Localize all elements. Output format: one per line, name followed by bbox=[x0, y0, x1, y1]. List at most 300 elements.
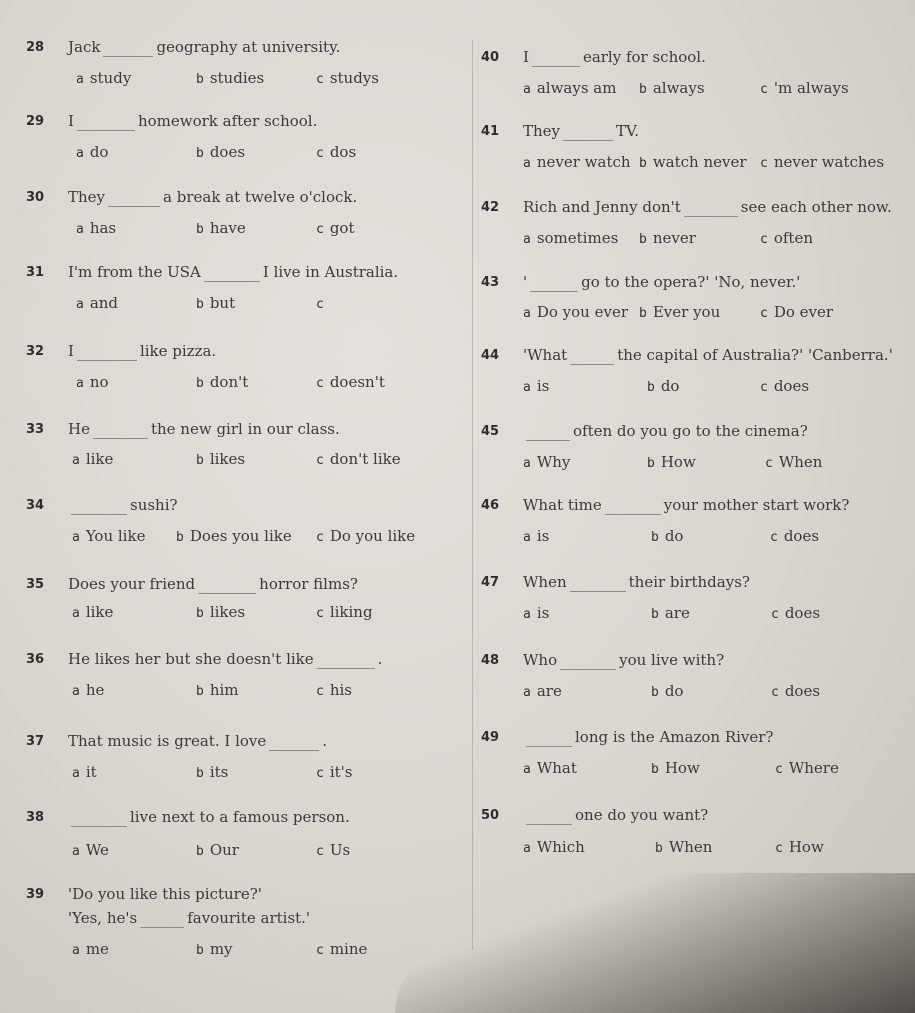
option-letter: b bbox=[651, 762, 659, 777]
option-c[interactable] bbox=[765, 453, 822, 471]
option-letter: a bbox=[523, 156, 531, 171]
stem-after: . bbox=[377, 650, 383, 668]
option-c[interactable] bbox=[316, 841, 350, 859]
option-letter: b bbox=[196, 606, 204, 621]
stem-after: a break at twelve o'clock. bbox=[163, 188, 358, 206]
answer-blank[interactable] bbox=[77, 342, 137, 361]
stem-before: What time bbox=[523, 496, 602, 514]
option-b[interactable] bbox=[196, 940, 233, 958]
question-number: 29 bbox=[26, 114, 45, 129]
option-letter: b bbox=[651, 685, 659, 700]
option-letter: c bbox=[316, 146, 324, 161]
option-letter: b bbox=[196, 684, 204, 699]
option-text: my bbox=[209, 940, 233, 958]
option-text: does bbox=[784, 682, 821, 700]
option-text: When bbox=[668, 838, 713, 856]
question-stem bbox=[68, 188, 357, 207]
option-text: never watches bbox=[773, 153, 885, 171]
option-text: do bbox=[664, 527, 684, 545]
option-text: does bbox=[784, 604, 821, 622]
question-number: 43 bbox=[481, 275, 500, 290]
question-stem bbox=[523, 651, 724, 670]
option-a[interactable] bbox=[76, 373, 109, 391]
option-text: like bbox=[85, 603, 114, 621]
option-b[interactable] bbox=[651, 682, 683, 700]
answer-blank[interactable] bbox=[71, 496, 127, 515]
option-letter: b bbox=[639, 156, 647, 171]
answer-blank[interactable] bbox=[570, 346, 614, 365]
answer-blank[interactable] bbox=[560, 651, 616, 670]
option-text: him bbox=[209, 681, 239, 699]
option-c[interactable] bbox=[316, 219, 355, 237]
option-letter: b bbox=[196, 844, 204, 859]
option-letter: c bbox=[760, 156, 768, 171]
stem-after: TV. bbox=[616, 122, 640, 140]
option-a[interactable] bbox=[523, 303, 628, 321]
question-stem bbox=[523, 198, 892, 217]
option-b[interactable] bbox=[639, 153, 747, 171]
option-c[interactable] bbox=[775, 838, 824, 856]
option-a[interactable] bbox=[523, 153, 631, 171]
option-text: is bbox=[536, 377, 550, 395]
option-text: like bbox=[85, 450, 114, 468]
option-b[interactable] bbox=[651, 527, 683, 545]
option-text: is bbox=[536, 527, 550, 545]
stem-after: I live in Australia. bbox=[262, 263, 399, 281]
option-text: studys bbox=[329, 69, 379, 87]
option-a[interactable] bbox=[72, 527, 145, 545]
question-number: 42 bbox=[481, 200, 500, 215]
option-letter: c bbox=[316, 766, 324, 781]
option-letter: c bbox=[316, 297, 324, 312]
option-text: always bbox=[652, 79, 705, 97]
option-b[interactable] bbox=[651, 759, 700, 777]
option-text: do bbox=[664, 682, 684, 700]
question-number: 34 bbox=[26, 498, 45, 513]
question-number: 33 bbox=[26, 422, 45, 437]
option-c[interactable] bbox=[316, 294, 330, 312]
option-a[interactable] bbox=[523, 759, 577, 777]
option-text: When bbox=[778, 453, 823, 471]
stem-before: Who bbox=[523, 651, 558, 669]
option-c[interactable] bbox=[316, 763, 352, 781]
stem-before: ' bbox=[523, 273, 528, 291]
option-b[interactable] bbox=[196, 450, 245, 468]
option-text: he bbox=[85, 681, 105, 699]
option-text: no bbox=[89, 373, 109, 391]
stem-before: He likes her but she doesn't like bbox=[68, 650, 314, 668]
option-b[interactable] bbox=[196, 143, 245, 161]
stem-before: I bbox=[523, 48, 529, 66]
option-b[interactable] bbox=[639, 229, 696, 247]
option-letter: c bbox=[316, 222, 324, 237]
option-a[interactable] bbox=[72, 450, 113, 468]
option-text: does bbox=[783, 527, 820, 545]
option-letter: a bbox=[76, 222, 84, 237]
option-b[interactable] bbox=[651, 604, 690, 622]
question-number: 48 bbox=[481, 653, 500, 668]
option-letter: a bbox=[523, 82, 531, 97]
answer-blank[interactable] bbox=[77, 112, 135, 131]
option-letter: b bbox=[651, 530, 659, 545]
question-number: 36 bbox=[26, 652, 45, 667]
stem-before: He bbox=[68, 420, 90, 438]
option-text: never watch bbox=[536, 153, 631, 171]
answer-blank[interactable] bbox=[684, 198, 738, 217]
answer-blank[interactable] bbox=[563, 122, 613, 141]
option-letter: c bbox=[771, 685, 779, 700]
question-number: 41 bbox=[481, 124, 500, 139]
option-letter: a bbox=[523, 306, 531, 321]
answer-blank[interactable] bbox=[140, 909, 184, 928]
option-c[interactable] bbox=[316, 681, 352, 699]
option-c[interactable] bbox=[316, 603, 373, 621]
answer-blank[interactable] bbox=[526, 422, 570, 441]
option-text: is bbox=[536, 604, 550, 622]
option-a[interactable] bbox=[76, 143, 108, 161]
option-c[interactable] bbox=[316, 143, 356, 161]
stem-after: live next to a famous person. bbox=[130, 808, 350, 826]
answer-blank[interactable] bbox=[570, 573, 626, 592]
option-text: never bbox=[652, 229, 696, 247]
option-c[interactable] bbox=[760, 303, 833, 321]
option-c[interactable] bbox=[316, 940, 367, 958]
option-c[interactable] bbox=[316, 527, 415, 545]
stem-after: their birthdays? bbox=[628, 573, 750, 591]
option-c[interactable] bbox=[316, 69, 379, 87]
option-text: study bbox=[89, 69, 132, 87]
option-text: How bbox=[660, 453, 696, 471]
option-text: Which bbox=[536, 838, 585, 856]
option-c[interactable] bbox=[316, 450, 401, 468]
option-letter: c bbox=[760, 232, 768, 247]
option-text: are bbox=[664, 604, 690, 622]
option-a[interactable] bbox=[523, 682, 562, 700]
option-c[interactable] bbox=[760, 229, 813, 247]
stem-after: horror films? bbox=[259, 575, 358, 593]
answer-blank[interactable] bbox=[532, 48, 580, 67]
question-stem bbox=[523, 573, 750, 592]
stem-after: you live with? bbox=[619, 651, 725, 669]
answer-blank[interactable] bbox=[526, 728, 572, 747]
stem-before: 'What bbox=[523, 346, 568, 364]
option-a[interactable] bbox=[523, 79, 616, 97]
question-number: 38 bbox=[26, 810, 45, 825]
option-letter: b bbox=[196, 72, 204, 87]
option-text: doesn't bbox=[329, 373, 385, 391]
option-text: does bbox=[209, 143, 246, 161]
option-b[interactable] bbox=[647, 377, 679, 395]
question-stem bbox=[68, 575, 358, 594]
stem-after: early for school. bbox=[582, 48, 706, 66]
answer-blank[interactable] bbox=[108, 188, 160, 207]
option-text: it bbox=[85, 763, 97, 781]
option-letter: c bbox=[760, 82, 768, 97]
question-stem bbox=[68, 496, 178, 515]
option-text: Do ever bbox=[773, 303, 834, 321]
option-text: me bbox=[85, 940, 109, 958]
stem-after: the new girl in our class. bbox=[150, 420, 340, 438]
stem-before: I bbox=[68, 112, 74, 130]
question-stem bbox=[68, 112, 317, 131]
option-letter: b bbox=[647, 380, 655, 395]
option-letter: a bbox=[76, 72, 84, 87]
stem-after: like pizza. bbox=[139, 342, 217, 360]
option-b[interactable] bbox=[639, 303, 720, 321]
option-b[interactable] bbox=[655, 838, 712, 856]
question-stem bbox=[523, 48, 706, 67]
option-text: and bbox=[89, 294, 119, 312]
option-letter: b bbox=[639, 306, 647, 321]
stem-after: the capital of Australia?' 'Canberra.' bbox=[617, 346, 893, 364]
option-text: its bbox=[209, 763, 229, 781]
option-text: We bbox=[85, 841, 109, 859]
option-a[interactable] bbox=[76, 219, 116, 237]
option-text: watch never bbox=[652, 153, 747, 171]
question-stem bbox=[68, 342, 216, 361]
option-letter: a bbox=[523, 685, 531, 700]
option-text: don't bbox=[209, 373, 249, 391]
option-a[interactable] bbox=[72, 763, 97, 781]
option-text: does bbox=[773, 377, 810, 395]
option-letter: c bbox=[770, 530, 778, 545]
stem-after: geography at university. bbox=[156, 38, 341, 56]
question-stem bbox=[68, 650, 382, 669]
answer-blank[interactable] bbox=[93, 420, 148, 439]
stem-after: homework after school. bbox=[137, 112, 318, 130]
option-c[interactable] bbox=[771, 682, 820, 700]
option-text: sometimes bbox=[536, 229, 619, 247]
option-letter: c bbox=[316, 453, 324, 468]
option-letter: b bbox=[196, 943, 204, 958]
answer-blank[interactable] bbox=[198, 575, 256, 594]
option-b[interactable] bbox=[196, 681, 239, 699]
option-text: likes bbox=[209, 603, 246, 621]
stem-before: They bbox=[68, 188, 106, 206]
option-text: it's bbox=[329, 763, 353, 781]
question-prompt: 'Do you like this picture?' bbox=[68, 885, 262, 903]
question-number: 44 bbox=[481, 348, 500, 363]
question-stem bbox=[523, 422, 808, 441]
question-number: 31 bbox=[26, 265, 45, 280]
stem-after: one do you want? bbox=[575, 806, 709, 824]
option-b[interactable] bbox=[647, 453, 696, 471]
option-letter: c bbox=[760, 380, 768, 395]
option-text: Where bbox=[788, 759, 839, 777]
option-letter: a bbox=[523, 841, 531, 856]
answer-blank[interactable] bbox=[71, 808, 127, 827]
option-c[interactable] bbox=[775, 759, 839, 777]
stem-after: long is the Amazon River? bbox=[575, 728, 774, 746]
option-letter: c bbox=[316, 684, 324, 699]
option-a[interactable] bbox=[523, 604, 549, 622]
option-letter: b bbox=[196, 453, 204, 468]
option-text: often bbox=[773, 229, 813, 247]
stem-before: Does your friend bbox=[68, 575, 196, 593]
option-letter: a bbox=[523, 530, 531, 545]
option-a[interactable] bbox=[72, 940, 109, 958]
question-stem bbox=[523, 273, 800, 292]
option-letter: c bbox=[316, 376, 324, 391]
stem-after: go to the opera?' 'No, never.' bbox=[581, 273, 801, 291]
option-a[interactable] bbox=[76, 294, 118, 312]
option-letter: b bbox=[196, 146, 204, 161]
option-text: always am bbox=[536, 79, 617, 97]
option-text: dos bbox=[329, 143, 357, 161]
option-letter: a bbox=[523, 380, 531, 395]
stem-before: Jack bbox=[68, 38, 101, 56]
stem-after: favourite artist.' bbox=[187, 909, 311, 927]
answer-blank[interactable] bbox=[269, 732, 319, 751]
stem-after: often do you go to the cinema? bbox=[573, 422, 808, 440]
option-letter: b bbox=[651, 607, 659, 622]
answer-blank[interactable] bbox=[530, 273, 578, 292]
option-letter: b bbox=[196, 297, 204, 312]
option-letter: b bbox=[639, 232, 647, 247]
question-number: 50 bbox=[481, 808, 500, 823]
question-stem bbox=[68, 420, 340, 439]
option-text: Ever you bbox=[652, 303, 721, 321]
option-letter: c bbox=[316, 844, 324, 859]
option-letter: a bbox=[76, 297, 84, 312]
option-b[interactable] bbox=[196, 841, 239, 859]
option-letter: c bbox=[316, 530, 324, 545]
option-letter: c bbox=[771, 607, 779, 622]
option-letter: b bbox=[655, 841, 663, 856]
option-a[interactable] bbox=[72, 603, 113, 621]
question-stem bbox=[523, 806, 708, 825]
stem-before: Rich and Jenny don't bbox=[523, 198, 681, 216]
answer-blank[interactable] bbox=[526, 806, 572, 825]
option-text: Does you like bbox=[189, 527, 292, 545]
option-letter: a bbox=[72, 453, 80, 468]
option-b[interactable] bbox=[196, 69, 264, 87]
question-stem bbox=[68, 732, 327, 751]
option-letter: a bbox=[523, 607, 531, 622]
option-b[interactable] bbox=[639, 79, 705, 97]
option-b[interactable] bbox=[196, 219, 246, 237]
option-text: Why bbox=[536, 453, 571, 471]
option-letter: b bbox=[639, 82, 647, 97]
question-number: 35 bbox=[26, 577, 45, 592]
option-letter: a bbox=[72, 943, 80, 958]
option-text: mine bbox=[329, 940, 368, 958]
option-letter: a bbox=[72, 766, 80, 781]
option-text: have bbox=[209, 219, 246, 237]
option-text: studies bbox=[209, 69, 265, 87]
option-a[interactable] bbox=[523, 229, 618, 247]
question-number: 47 bbox=[481, 575, 500, 590]
option-text: Do you ever bbox=[536, 303, 628, 321]
option-a[interactable] bbox=[76, 69, 131, 87]
option-c[interactable] bbox=[770, 527, 819, 545]
option-letter: c bbox=[775, 841, 783, 856]
option-c[interactable] bbox=[760, 79, 849, 97]
option-letter: b bbox=[196, 376, 204, 391]
option-letter: b bbox=[647, 456, 655, 471]
option-text: What bbox=[536, 759, 577, 777]
question-stem bbox=[68, 38, 340, 57]
question-stem bbox=[68, 263, 398, 282]
option-text: Us bbox=[329, 841, 351, 859]
option-a[interactable] bbox=[523, 453, 570, 471]
question-stem bbox=[68, 909, 310, 928]
stem-after: . bbox=[322, 732, 328, 750]
option-b[interactable] bbox=[196, 763, 228, 781]
option-a[interactable] bbox=[523, 527, 549, 545]
option-letter: a bbox=[72, 844, 80, 859]
option-text: do bbox=[89, 143, 109, 161]
option-text: do bbox=[660, 377, 680, 395]
option-b[interactable] bbox=[196, 294, 235, 312]
question-number: 32 bbox=[26, 344, 45, 359]
question-number: 45 bbox=[481, 424, 500, 439]
option-letter: a bbox=[76, 146, 84, 161]
answer-blank[interactable] bbox=[103, 38, 153, 57]
stem-before: 'Yes, he's bbox=[68, 909, 138, 927]
option-text: You like bbox=[85, 527, 146, 545]
stem-before: That music is great. I love bbox=[68, 732, 267, 750]
option-letter: b bbox=[196, 766, 204, 781]
question-stem bbox=[523, 122, 639, 141]
answer-blank[interactable] bbox=[204, 263, 260, 282]
answer-blank[interactable] bbox=[317, 650, 375, 669]
answer-blank[interactable] bbox=[605, 496, 661, 515]
option-c[interactable] bbox=[760, 377, 809, 395]
option-letter: a bbox=[523, 762, 531, 777]
option-letter: a bbox=[72, 684, 80, 699]
stem-before: When bbox=[523, 573, 567, 591]
option-letter: c bbox=[760, 306, 768, 321]
option-c[interactable] bbox=[771, 604, 820, 622]
option-c[interactable] bbox=[316, 373, 385, 391]
stem-before: They bbox=[523, 122, 561, 140]
option-text: are bbox=[536, 682, 562, 700]
option-text: How bbox=[664, 759, 700, 777]
option-text: has bbox=[89, 219, 117, 237]
option-letter: a bbox=[523, 232, 531, 247]
option-b[interactable] bbox=[196, 373, 248, 391]
option-letter: c bbox=[316, 943, 324, 958]
option-a[interactable] bbox=[72, 681, 104, 699]
option-text: 'm always bbox=[773, 79, 849, 97]
question-number: 30 bbox=[26, 190, 45, 205]
question-number: 28 bbox=[26, 40, 45, 55]
option-text: his bbox=[329, 681, 352, 699]
stem-after: your mother start work? bbox=[663, 496, 850, 514]
option-letter: a bbox=[72, 606, 80, 621]
stem-before: I bbox=[68, 342, 74, 360]
option-letter: b bbox=[176, 530, 184, 545]
question-number: 39 bbox=[26, 887, 45, 902]
option-a[interactable] bbox=[523, 838, 585, 856]
option-text: Do you like bbox=[329, 527, 416, 545]
option-text: got bbox=[329, 219, 355, 237]
question-stem bbox=[523, 496, 849, 515]
option-letter: a bbox=[72, 530, 80, 545]
column-divider bbox=[472, 40, 473, 950]
option-a[interactable] bbox=[523, 377, 549, 395]
question-number: 40 bbox=[481, 50, 500, 65]
option-text: How bbox=[788, 838, 824, 856]
page-shadow bbox=[395, 873, 915, 1013]
question-number: 49 bbox=[481, 730, 500, 745]
option-b[interactable] bbox=[196, 603, 245, 621]
option-c[interactable] bbox=[760, 153, 884, 171]
option-a[interactable] bbox=[72, 841, 109, 859]
stem-after: see each other now. bbox=[740, 198, 892, 216]
option-b[interactable] bbox=[176, 527, 292, 545]
